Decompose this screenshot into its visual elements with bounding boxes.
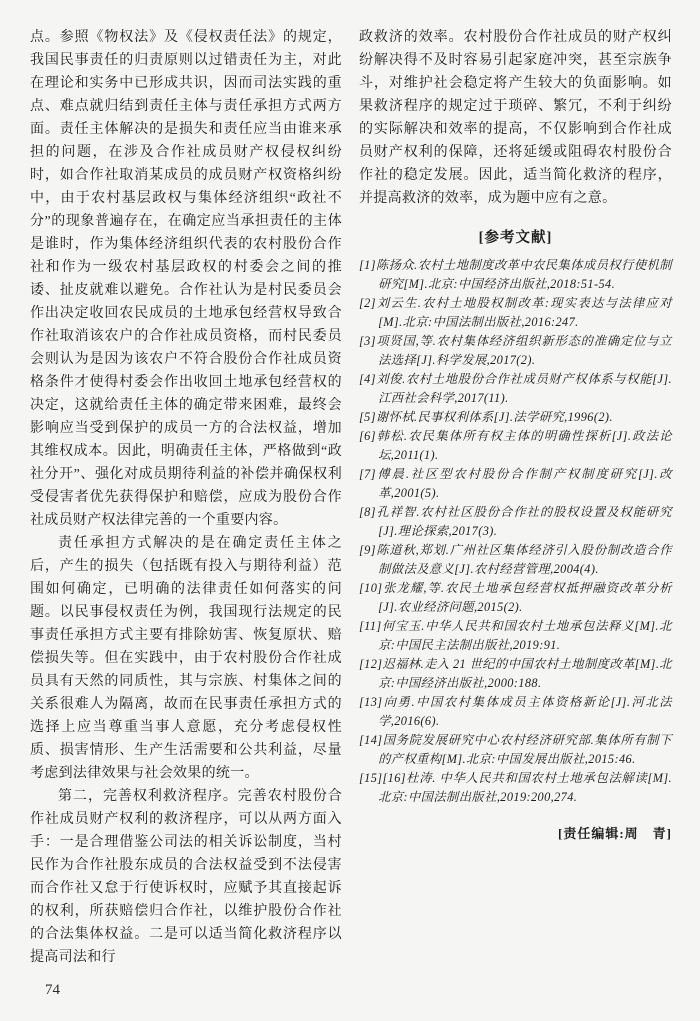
reference-text: 谢怀栻.民事权利体系[J].法学研究,1996(2). <box>375 410 613 424</box>
reference-text: 刘云生.农村土地股权制改革:现实表达与法律应对[M].北京:中国法制出版社,2016:247. <box>375 296 672 329</box>
reference-item <box>359 579 672 617</box>
reference-marker: [15][16] <box>359 771 406 785</box>
reference-marker: [3] <box>359 334 376 348</box>
reference-marker: [5] <box>359 410 376 424</box>
body-paragraph: 点。参照《物权法》及《侵权责任法》的规定，我国民事责任的归责原则以过错责任为主，对此在理论和实务中已形成共识，因而司法实践的重点、难点就归结到责任主体与责任承担方式两方面。责任主体解决的是损失和责任应当由谁来承担的问题，在涉及合作社成员财产权侵权纠纷时，如合作社取消某成员的成员财产权资格纠纷中，由于农村基层政权与集体经济组织“政社不分”的现象普遍存在，在确定应当承担责任的主体是谁时，作为集体经济组织代表的农村股份合作社和作为一级农村基层政权的村委会之间的推诿、扯皮就难以避免。合作社认为是村民委员会作出决定收回农民成员的土地承包经营权导致合作社取消该农户的合作社成员资格，而村民委员会则认为是因为该农户不符合股份合作社成员资格条件才使得村委会作出收回土地承包经营权的决定，这就给责任主体的确定带来困难，最终会影响应当受到保护的成员一方的合法权益，增加其维权成本。因此，明确责任主体，严格做到“政社分开”、强化对成员期待利益的补偿并确保权利受侵害者优先获得保护和赔偿，应成为股份合作社成员财产权法律完善的一个重要内容。 <box>30 30 342 528</box>
body-paragraph: 责任承担方式解决的是在确定责任主体之后，产生的损失（包括既有投入与期待利益）范围如何确定，已明确的法律责任如何落实的问题。以民事侵权责任为例，我国现行法规定的民事责任承担方式主要有排除妨害、恢复原状、赔偿损失等。但在实践中，由于农村股份合作社成员具有天然的同质性，其与宗族、村集体之间的关系很难人为隔离，故而在民事责任承担方式的选择上应当尊重当事人意愿，充分考虑侵权性质、损害情形、生产生活需要和公共利益，尽量考虑到法律效果与社会效果的统一。 <box>30 536 342 781</box>
reference-item <box>359 655 672 693</box>
right-column <box>359 26 672 969</box>
reference-marker: [9] <box>359 543 376 557</box>
reference-marker: [14] <box>359 733 383 747</box>
reference-item <box>359 256 672 294</box>
reference-item <box>359 693 672 731</box>
reference-item <box>359 617 672 655</box>
reference-text: 何宝玉.中华人民共和国农村土地承包法释义[M].北京:中国民主法制出版社,2019:91. <box>378 619 672 652</box>
page-number: 74 <box>45 982 60 998</box>
reference-text: 迟福林.走入 21 世纪的中国农村土地制度改革[M].北京:中国经济出版社,2000:188. <box>378 657 672 690</box>
reference-text: 向勇.中国农村集体成员主体资格新论[J].河北法学,2016(6). <box>378 695 672 728</box>
reference-marker: [1] <box>359 258 376 272</box>
reference-text: 杜涛. 中华人民共和国农村土地承包法解读[M].北京:中国法制出版社,2019:200,274. <box>378 771 672 804</box>
left-column <box>30 26 342 969</box>
references-heading: [参考文献] <box>478 230 553 246</box>
reference-marker: [11] <box>359 619 382 633</box>
reference-item <box>359 541 672 579</box>
reference-text: 国务院发展研究中心农村经济研究部.集体所有制下的产权重构[M].北京:中国发展出版社,2015:46. <box>378 733 672 766</box>
reference-marker: [8] <box>359 505 376 519</box>
reference-item <box>359 427 672 465</box>
body-paragraph: 第二，完善权利救济程序。完善农村股份合作社成员财产权利的救济程序，可以从两方面入手：一是合理借鉴公司法的相关诉讼制度，当村民作为合作社股东成员的合法权益受到不法侵害而合作社又怠于行使诉权时，应赋予其直接起诉的权利，所获赔偿归合作社，以维护股份合作社的合法集体权益。二是可以适当简化救济程序以提高司法和行 <box>30 789 342 965</box>
reference-item <box>359 503 672 541</box>
reference-text: 孔祥智.农村社区股份合作社的股权设置及权能研究[J].理论探索,2017(3). <box>375 505 672 538</box>
reference-marker: [7] <box>359 467 376 481</box>
reference-text: 张龙耀,等.农民土地承包经营权抵押融资改革分析[J].农业经济问题,2015(2). <box>378 581 672 614</box>
reference-marker: [6] <box>359 429 376 443</box>
editor-note: [责任编辑:周 青] <box>558 826 672 841</box>
reference-item <box>359 332 672 370</box>
reference-item <box>359 408 672 427</box>
reference-item <box>359 731 672 769</box>
references-list <box>359 256 672 807</box>
reference-marker: [4] <box>359 372 376 386</box>
reference-text: 项贤国,等.农村集体经济组织新形态的准确定位与立法选择[J].科学发展,2017(2). <box>375 334 672 367</box>
reference-item <box>359 294 672 332</box>
reference-item <box>359 769 672 807</box>
reference-text: 傅晨.社区型农村股份合作制产权制度研究[J].改革,2001(5). <box>375 467 672 500</box>
body-paragraph: 政救济的效率。农村股份合作社成员的财产权纠纷解决得不及时容易引起家庭冲突，甚至宗族争斗，对维护社会稳定将产生较大的负面影响。如果救济程序的规定过于琐碎、繁冗，不利于纠纷的实际解决和效率的提高，不仅影响到合作社成员财产权利的保障，还将延缓或阻碍农村股份合作社的稳定发展。因此，适当简化救济的程序，并提高救济的效率，成为题中应有之意。 <box>359 30 672 206</box>
reference-text: 陈扬众.农村土地制度改革中农民集体成员权行使机制研究[M].北京:中国经济出版社,2018:51-54. <box>375 258 672 291</box>
reference-text: 韩松.农民集体所有权主体的明确性探析[J].政法论坛,2011(1). <box>375 429 672 462</box>
reference-item <box>359 465 672 503</box>
reference-marker: [12] <box>359 657 383 671</box>
reference-marker: [10] <box>359 581 383 595</box>
reference-text: 刘俊.农村土地股份合作社成员财产权体系与权能[J].江西社会科学,2017(11). <box>375 372 672 405</box>
reference-text: 陈道秋,郑划.广州社区集体经济引入股份制改造合作制做法及意义[J].农村经营管理,2004(4). <box>375 543 672 576</box>
reference-marker: [2] <box>359 296 376 310</box>
reference-marker: [13] <box>359 695 383 709</box>
reference-item <box>359 370 672 408</box>
